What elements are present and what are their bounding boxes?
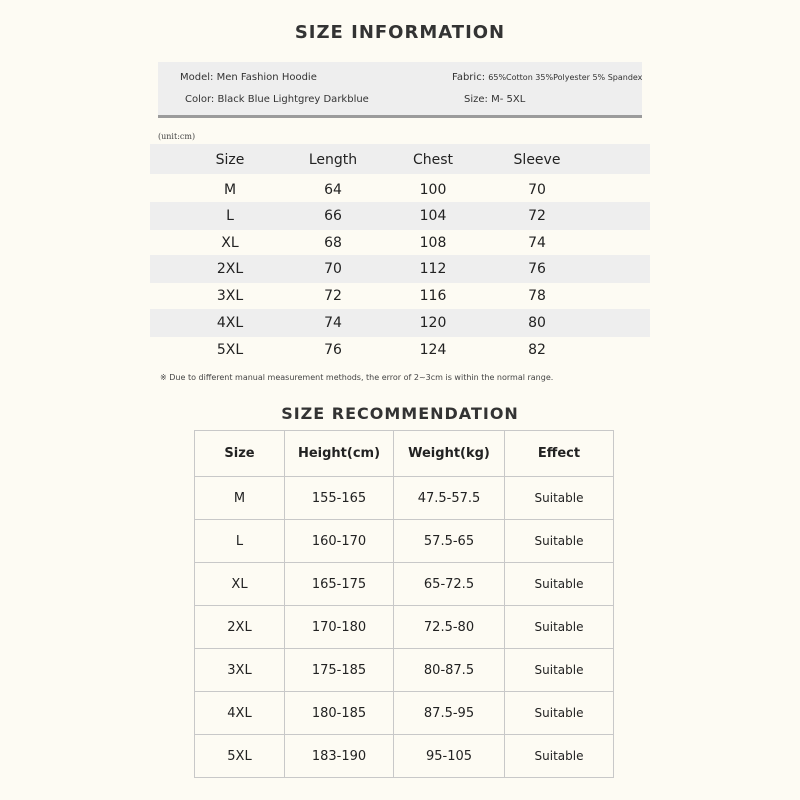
table-row [150, 282, 650, 310]
table-row [150, 255, 650, 283]
table-cell: 80 [528, 315, 546, 331]
table-cell: 72 [324, 288, 342, 304]
model-label: Model: [180, 72, 214, 83]
recommendation-header-row [195, 431, 614, 477]
fabric-info [452, 72, 642, 83]
table-cell: 80-87.5 [394, 649, 505, 692]
table-cell: 5XL [195, 735, 285, 778]
header-cell: Length [308, 152, 358, 168]
table-row [195, 477, 614, 520]
table-cell: 66 [324, 208, 342, 224]
table-cell: 5XL [216, 342, 244, 358]
table-row [195, 606, 614, 649]
fabric-label: Fabric: [452, 72, 486, 83]
table-cell: 74 [324, 315, 342, 331]
table-row [195, 520, 614, 563]
table-cell: 76 [324, 342, 342, 358]
table-row [150, 176, 650, 204]
table-cell: 2XL [195, 606, 285, 649]
table-cell: 95-105 [394, 735, 505, 778]
table-row [195, 563, 614, 606]
table-cell: 70 [528, 182, 546, 198]
table-cell: 120 [419, 315, 447, 331]
measurement-note: ※ Due to different manual measurement methods, the error of 2~3cm is within the normal range. [160, 373, 554, 382]
size-recommendation-title: SIZE RECOMMENDATION [281, 404, 519, 423]
table-cell: 74 [528, 235, 546, 251]
color-value: Black Blue Lightgrey Darkblue [217, 94, 369, 105]
table-cell: Suitable [505, 692, 614, 735]
table-cell: Suitable [505, 477, 614, 520]
table-cell: 2XL [216, 261, 244, 277]
table-cell: 76 [528, 261, 546, 277]
table-cell: 87.5-95 [394, 692, 505, 735]
table-cell: 160-170 [285, 520, 394, 563]
size-range-info [464, 94, 525, 105]
table-row [195, 735, 614, 778]
product-info-box [158, 62, 642, 118]
header-cell: Height(cm) [285, 431, 394, 477]
table-cell: Suitable [505, 649, 614, 692]
unit-label: (unit:cm) [158, 132, 196, 141]
table-cell: 170-180 [285, 606, 394, 649]
table-cell: 155-165 [285, 477, 394, 520]
color-label: Color: [185, 94, 215, 105]
table-row [195, 649, 614, 692]
header-cell: Size [215, 152, 245, 168]
table-cell: 72.5-80 [394, 606, 505, 649]
recommendation-table [194, 430, 614, 778]
table-cell: 68 [324, 235, 342, 251]
table-cell: 82 [528, 342, 546, 358]
table-cell: 104 [419, 208, 447, 224]
table-row [195, 692, 614, 735]
size-range-label: Size: [464, 94, 488, 105]
header-cell: Weight(kg) [394, 431, 505, 477]
table-cell: 57.5-65 [394, 520, 505, 563]
table-cell: L [226, 208, 234, 224]
model-value: Men Fashion Hoodie [216, 72, 317, 83]
header-cell: Size [195, 431, 285, 477]
table-cell: 108 [419, 235, 447, 251]
table-cell: Suitable [505, 520, 614, 563]
table-row [150, 202, 650, 230]
table-cell: Suitable [505, 735, 614, 778]
table-cell: Suitable [505, 606, 614, 649]
table-cell: 4XL [195, 692, 285, 735]
table-cell: 124 [419, 342, 447, 358]
table-row [150, 229, 650, 257]
table-cell: M [195, 477, 285, 520]
color-info [185, 94, 369, 105]
table-cell: 70 [324, 261, 342, 277]
table-cell: 64 [324, 182, 342, 198]
table-cell: 175-185 [285, 649, 394, 692]
table-cell: 116 [419, 288, 447, 304]
header-cell: Sleeve [513, 152, 561, 168]
table-cell: L [195, 520, 285, 563]
table-cell: M [223, 182, 237, 198]
header-cell: Chest [412, 152, 454, 168]
table-cell: 165-175 [285, 563, 394, 606]
table-cell: 3XL [195, 649, 285, 692]
table-cell: 100 [419, 182, 447, 198]
table-row [150, 309, 650, 337]
table-cell: 78 [528, 288, 546, 304]
table-cell: Suitable [505, 563, 614, 606]
table-cell: 65-72.5 [394, 563, 505, 606]
table-cell: 47.5-57.5 [394, 477, 505, 520]
table-cell: 72 [528, 208, 546, 224]
size-table-header [150, 144, 650, 174]
header-cell: Effect [505, 431, 614, 477]
size-information-title: SIZE INFORMATION [294, 22, 506, 43]
table-cell: 180-185 [285, 692, 394, 735]
table-row [150, 336, 650, 364]
table-cell: 112 [419, 261, 447, 277]
table-cell: XL [221, 235, 239, 251]
table-cell: 183-190 [285, 735, 394, 778]
table-cell: 4XL [216, 315, 244, 331]
table-cell: 3XL [216, 288, 244, 304]
fabric-value: 65%Cotton 35%Polyester 5% Spandex [488, 73, 643, 82]
size-range-value: M- 5XL [491, 94, 526, 105]
table-cell: XL [195, 563, 285, 606]
model-info [180, 72, 317, 83]
